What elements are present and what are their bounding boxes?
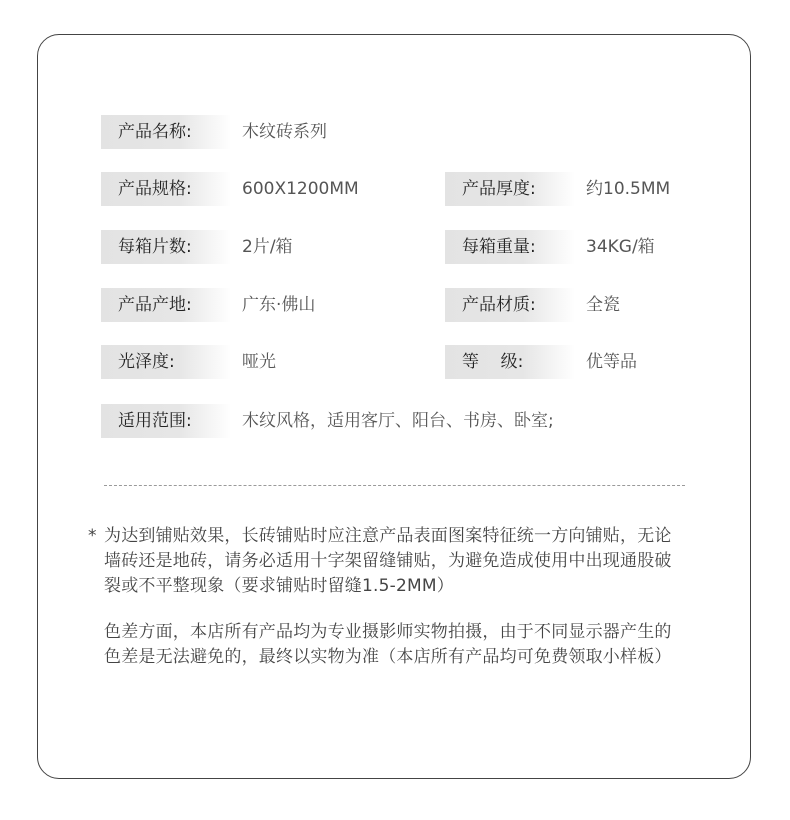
color-note <box>88 620 688 670</box>
spec-label-size: 产品规格: <box>101 172 231 206</box>
spec-label-pieces: 每箱片数: <box>101 230 231 264</box>
spec-row-thickness <box>445 172 705 206</box>
color-note-text: 色差方面，本店所有产品均为专业摄影师实物拍摄，由于不同显示器产生的色差是无法避免的，最终以实物为准（本店所有产品均可免费领取小样板） <box>104 622 672 667</box>
spec-label-grade: 等 级: <box>445 345 575 379</box>
spec-label-scope: 适用范围: <box>101 404 231 438</box>
spec-row-scope <box>101 404 701 438</box>
spec-label-name: 产品名称: <box>101 115 231 149</box>
spec-row-size <box>101 172 401 206</box>
tiling-note <box>88 524 688 599</box>
spec-value-scope: 木纹风格，适用客厅、阳台、书房、卧室; <box>242 411 554 431</box>
spec-value-gloss: 哑光 <box>242 352 276 372</box>
spec-label-thickness: 产品厚度: <box>445 172 575 206</box>
spec-row-material <box>445 288 705 322</box>
spec-value-weight: 34KG/箱 <box>586 237 655 257</box>
spec-value-grade: 优等品 <box>586 352 637 372</box>
spec-row-gloss <box>101 345 401 379</box>
spec-label-origin: 产品产地: <box>101 288 231 322</box>
spec-value-thickness: 约10.5MM <box>586 179 671 199</box>
spec-value-material: 全瓷 <box>586 295 620 315</box>
spec-value-name: 木纹砖系列 <box>242 122 327 142</box>
spec-label-weight: 每箱重量: <box>445 230 575 264</box>
spec-row-origin <box>101 288 401 322</box>
spec-label-gloss: 光泽度: <box>101 345 231 379</box>
spec-label-material: 产品材质: <box>445 288 575 322</box>
tiling-note-text: 为达到铺贴效果，长砖铺贴时应注意产品表面图案特征统一方向铺贴，无论墙砖还是地砖，请务必适用十字架留缝铺贴，为避免造成使用中出现通股破裂或不平整现象（要求铺贴时留缝1.5-2MM） <box>104 526 672 596</box>
spec-value-size: 600X1200MM <box>242 179 359 199</box>
spec-row-pieces <box>101 230 401 264</box>
spec-row-weight <box>445 230 705 264</box>
dashed-divider <box>104 485 685 486</box>
spec-row-name <box>101 115 701 149</box>
spec-value-pieces: 2片/箱 <box>242 237 293 257</box>
note-asterisk: * <box>88 526 97 546</box>
spec-row-grade <box>445 345 705 379</box>
spec-value-origin: 广东·佛山 <box>242 295 316 315</box>
